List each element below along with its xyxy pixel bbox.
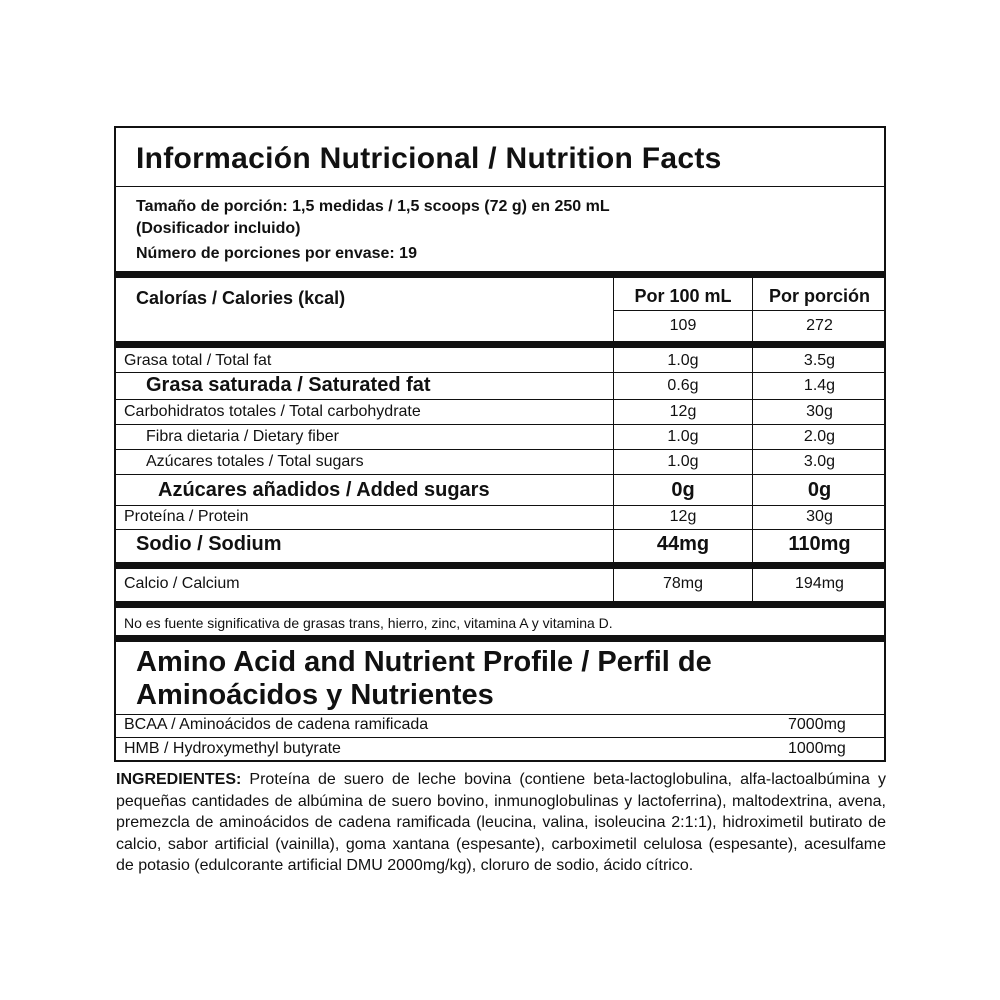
calcium-per-100ml: 78mg	[662, 575, 704, 592]
divider	[116, 714, 884, 715]
nutrient-label-total-fat: Grasa total / Total fat	[124, 352, 272, 369]
divider	[116, 505, 884, 506]
footnote: No es fuente significativa de grasas trans, hierro, zinc, vitamina A y vitamina D.	[124, 615, 613, 631]
amino-row-label-hmb: HMB / Hydroxymethyl butyrate	[124, 740, 341, 757]
thick-divider	[116, 341, 884, 348]
protein-per-100ml: 12g	[669, 508, 697, 525]
divider	[116, 424, 884, 425]
nutrient-label-saturated-fat: Grasa saturada / Saturated fat	[146, 374, 431, 396]
nutrient-label-sodium: Sodio / Sodium	[136, 533, 282, 555]
sugars-per-serving: 3.0g	[803, 453, 836, 470]
calories-label: Calorías / Calories (kcal)	[136, 288, 346, 308]
divider	[116, 399, 884, 400]
fiber-per-serving: 2.0g	[803, 428, 836, 445]
amino-row-value-hmb: 1000mg	[788, 740, 846, 757]
serving-size: Tamaño de porción: 1,5 medidas / 1,5 scoops (72 g) en 250 mL	[136, 198, 610, 215]
ingredients-text: Proteína de suero de leche bovina (contiene beta-lactoglobulina, alfa-lactoalbúmina y pequeñas cantidades de albúmina de suero bovino, inmunoglobulinas y lactoferrina), maltodextrina, avena, premezcla de aminoácidos de cadena ramificada (leucina, valina, isoleucina 2:1:1), hidroximetil butirato de calcio, sabor artificial (vainilla), goma xantana (espesante), carboximetil celulosa (espesante), acesulfame de potasio (edulcorante artificial DMU 2000mg/kg), cloruro de sodio, ácido cítrico.	[116, 771, 886, 874]
nutrient-label-protein: Proteína / Protein	[124, 508, 249, 525]
amino-title-line2: Aminoácidos y Nutrientes	[136, 679, 494, 711]
nutrient-label-added-sugars: Azúcares añadidos / Added sugars	[158, 479, 490, 501]
nutrient-label-calcium: Calcio / Calcium	[124, 575, 240, 592]
divider	[116, 372, 884, 373]
thick-divider	[116, 562, 884, 569]
amino-profile-title	[136, 646, 712, 712]
nutrient-label-dietary-fiber: Fibra dietaria / Dietary fiber	[146, 428, 339, 445]
ingredients-label: INGREDIENTES:	[116, 771, 242, 788]
total-fat-per-100ml: 1.0g	[667, 352, 699, 369]
carbohydrate-per-100ml: 12g	[669, 403, 697, 420]
calories-per-serving: 272	[806, 317, 833, 334]
amino-title-line1: Amino Acid and Nutrient Profile / Perfil de	[136, 646, 712, 678]
serving-note: (Dosificador incluido)	[136, 220, 301, 237]
calcium-per-serving: 194mg	[795, 575, 844, 592]
sodium-per-serving: 110mg	[788, 533, 851, 555]
servings-per-container: Número de porciones por envase: 19	[136, 245, 417, 262]
amino-row-value-bcaa: 7000mg	[788, 716, 846, 733]
col-header-per-serving: Por porción	[768, 286, 870, 306]
thick-divider	[116, 271, 884, 278]
added-sugars-per-100ml: 0g	[671, 479, 695, 501]
divider	[116, 737, 884, 738]
calories-per-100ml: 109	[669, 317, 697, 334]
divider	[613, 310, 884, 311]
nutrient-label-total-carbohydrate: Carbohidratos totales / Total carbohydrate	[124, 403, 421, 420]
divider	[116, 474, 884, 475]
added-sugars-per-serving: 0g	[807, 479, 832, 501]
divider	[116, 449, 884, 450]
carbohydrate-per-serving: 30g	[806, 403, 833, 420]
protein-per-serving: 30g	[806, 508, 833, 525]
col-header-per-100ml: Por 100 mL	[634, 286, 732, 306]
sodium-per-100ml: 44mg	[656, 533, 710, 555]
fiber-per-100ml: 1.0g	[667, 428, 699, 445]
amino-row-label-bcaa: BCAA / Aminoácidos de cadena ramificada	[124, 716, 429, 733]
saturated-fat-per-100ml: 0.6g	[667, 377, 699, 394]
panel-title: Información Nutricional / Nutrition Facts	[136, 142, 722, 175]
ingredients-paragraph	[116, 769, 886, 877]
total-fat-per-serving: 3.5g	[803, 352, 836, 369]
divider	[116, 186, 884, 187]
thick-divider	[116, 601, 884, 608]
nutrient-label-total-sugars: Azúcares totales / Total sugars	[146, 453, 364, 470]
sugars-per-100ml: 1.0g	[667, 453, 699, 470]
nutrition-facts-panel	[114, 126, 886, 762]
divider	[116, 529, 884, 530]
thick-divider	[116, 635, 884, 642]
saturated-fat-per-serving: 1.4g	[803, 377, 836, 394]
